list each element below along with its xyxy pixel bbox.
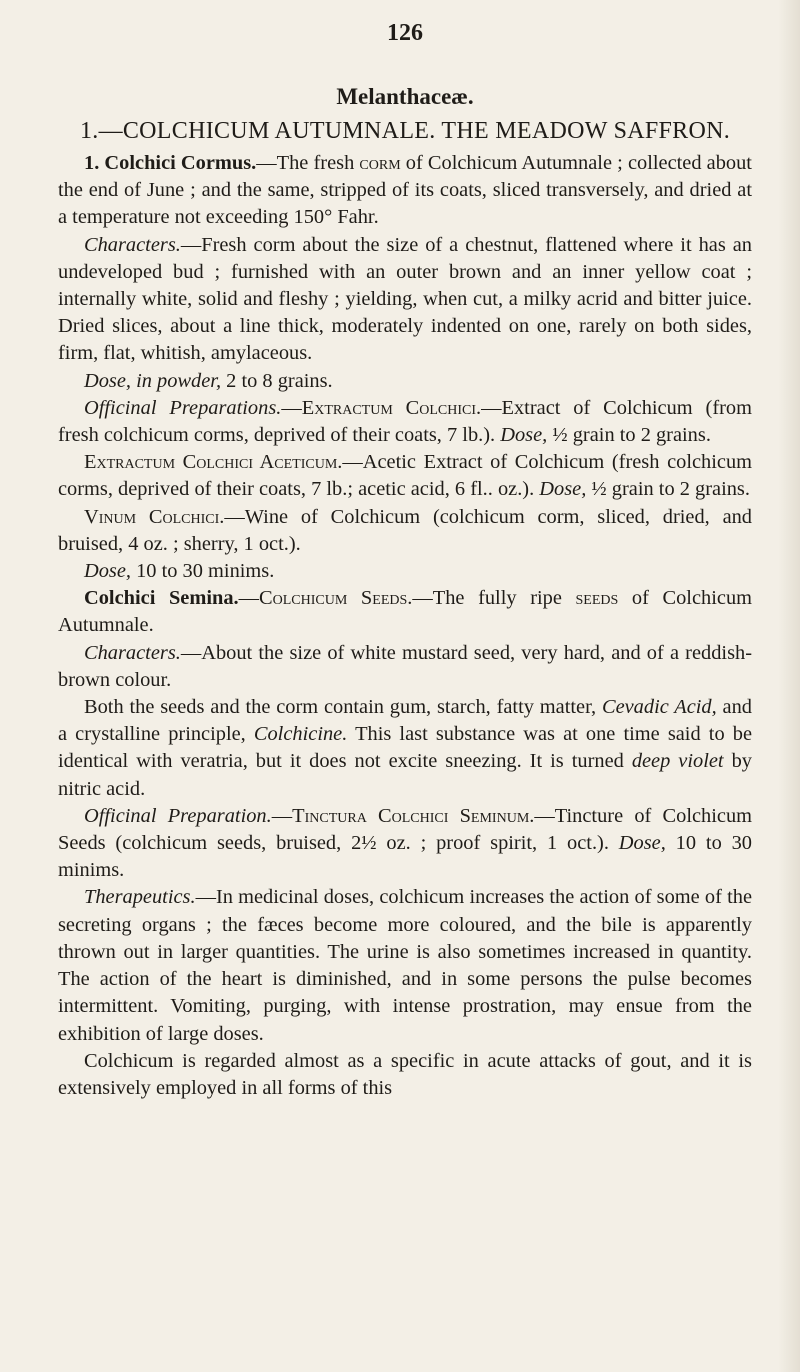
text-run: —Acetic Extract of Colchicum (fresh colchicum corms, deprived of their coats, 7 lb.; acetic acid, 6 fl.. oz.).: [58, 451, 752, 501]
text-run: —About the size of white mustard seed, very hard, and of a reddish-brown colour.: [58, 641, 752, 691]
text-run: —: [281, 396, 302, 419]
paragraph: [58, 150, 752, 232]
paragraph: [58, 368, 752, 395]
text-run: Dose, in powder,: [84, 369, 222, 392]
text-run: Officinal Preparations.: [84, 396, 282, 419]
text-run: Dose,: [539, 478, 587, 501]
text-run: by nitric acid.: [58, 750, 752, 800]
text-run: deep violet: [631, 750, 724, 773]
paragraph: [58, 558, 752, 585]
text-run: Officinal Preparation.: [84, 804, 272, 827]
text-run: This last substance was at one time said to be identical with veratria, but it does not excite sneezing. It is turned: [58, 723, 752, 773]
page-edge-shadow: [778, 0, 800, 1372]
text-run: seeds: [575, 587, 619, 610]
text-run: —The fully ripe: [412, 587, 576, 610]
paragraph: [58, 449, 752, 503]
text-run: ½ grain to 2 grains.: [586, 478, 750, 501]
text-run: of Colchicum Autumnale.: [58, 587, 752, 637]
paragraph: [58, 640, 752, 694]
text-run: Characters.: [84, 641, 181, 664]
text-run: 10 to 30 minims.: [58, 832, 753, 882]
text-run: ½ grain to 2 grains.: [547, 424, 711, 447]
text-run: —Extract of Colchicum (from fresh colchicum corms, deprived of their coats, 7 lb.).: [58, 396, 752, 447]
text-run: and a crystalline principle,: [58, 696, 752, 746]
text-run: 2 to 8 grains.: [221, 369, 333, 392]
text-run: —In medicinal doses, colchicum increases the action of some of the secreting organs ; the fæces become more coloured, and the bile is apparently thrown out in larger quantities. The urine is also sometimes increased in quantity. The action of the heart is diminished, and in some persons the pulse becomes intermittent. Vomiting, purging, with intense prostration, may ensue from the exhibition of large doses.: [58, 886, 752, 1045]
text-run: Dose,: [500, 424, 548, 447]
text-run: corm: [359, 152, 401, 174]
text-run: —: [238, 587, 260, 610]
text-run: Extractum Colchici Aceticum.: [84, 451, 343, 474]
text-run: of Colchicum Autumnale ; collected about the end of June ; and the same, stripped of its coats, sliced transversely, and dried at a temperature not exceeding 150° Fahr.: [58, 152, 752, 229]
paragraph: [58, 694, 752, 803]
text-run: —Tincture of Colchicum Seeds (colchicum seeds, bruised, 2½ oz. ; proof spirit, 1 oct.).: [58, 804, 752, 855]
text-run: Tinctura Colchici Seminum.: [292, 804, 535, 827]
family-heading: Melanthaceæ.: [336, 84, 474, 109]
text-run: Characters.: [84, 233, 181, 256]
section-heading: 1.—COLCHICUM AUTUMNALE. THE MEADOW SAFFRON.: [79, 118, 731, 144]
text-run: —The fresh: [256, 152, 360, 174]
text-run: Dose,: [618, 832, 666, 855]
text-run: Colchicine.: [253, 723, 348, 746]
text-run: Cevadic Acid,: [601, 696, 717, 719]
text-run: Therapeutics.: [84, 886, 196, 909]
text-run: Both the seeds and the corm contain gum, starch, fatty matter,: [84, 696, 602, 719]
text-run: Extractum Colchici.: [301, 396, 482, 419]
paragraph: [58, 395, 752, 449]
text-run: —: [271, 804, 293, 827]
text-run: Colchicum Seeds.: [259, 587, 413, 610]
page-number: 126: [387, 20, 423, 46]
paragraph: [58, 884, 752, 1047]
body-text: [58, 150, 752, 1102]
paragraph: [58, 504, 752, 558]
text-run: —Wine of Colchicum (colchicum corm, sliced, dried, and bruised, 4 oz. ; sherry, 1 oct.).: [58, 505, 753, 555]
paragraph: [58, 1048, 752, 1102]
paragraph: [58, 803, 752, 885]
text-run: Colchicum is regarded almost as a specific in acute attacks of gout, and it is extensively employed in all forms of this: [58, 1049, 752, 1099]
text-run: —Fresh corm about the size of a chestnut, flattened where it has an undeveloped bud ; furnished with an outer brown and an inner yellow coat ; internally white, solid and fleshy ; yielding, when cut, a milky acrid and bitter juice. Dried slices, about a line thick, moderately indented on one, rarely on both sides, firm, flat, whitish, amylaceous.: [58, 233, 752, 365]
text-run: Vinum Colchici.: [84, 505, 225, 528]
paragraph: [58, 232, 752, 368]
text-run: Colchici Semina.: [84, 587, 239, 610]
paragraph: [58, 585, 752, 639]
text-run: 1. Colchici Cormus.: [84, 152, 257, 174]
text-run: 10 to 30 minims.: [131, 560, 275, 583]
text-run: Dose,: [84, 560, 132, 583]
